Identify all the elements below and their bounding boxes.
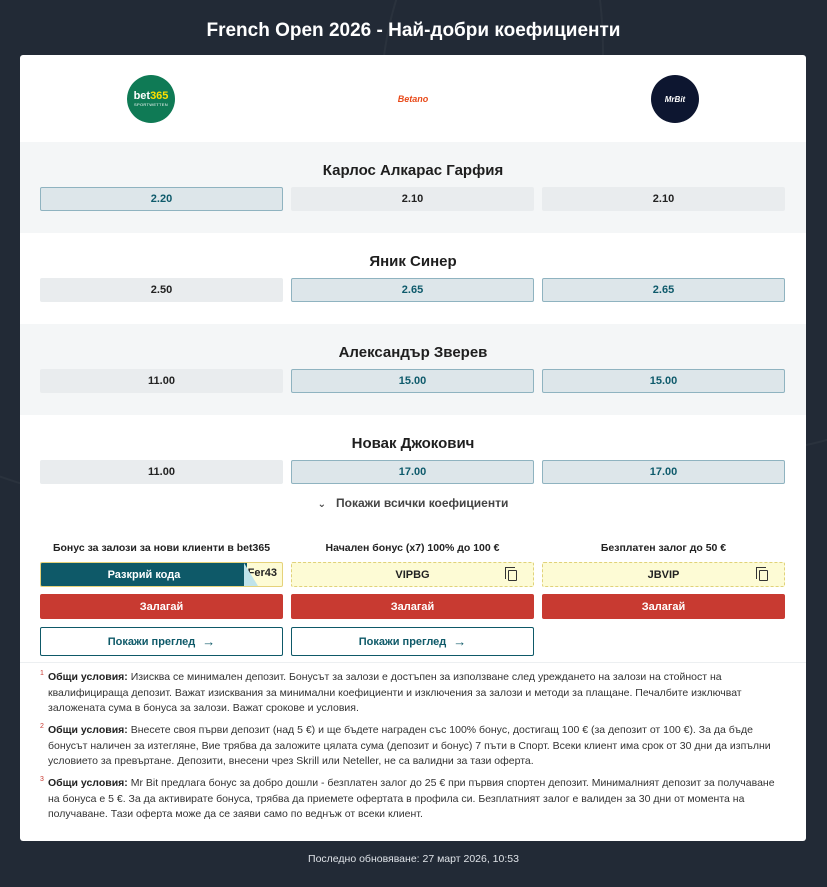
- odds-button[interactable]: 11.00: [40, 460, 283, 484]
- odds-button[interactable]: 15.00: [542, 369, 785, 393]
- player-name: Яник Синер: [369, 253, 457, 270]
- mrbit-logo[interactable]: MrBit: [651, 75, 699, 123]
- player-row: [20, 415, 806, 506]
- bookmaker-logos: [20, 55, 806, 142]
- page-title: French Open 2026 - Най-добри коефициенти: [206, 20, 621, 41]
- odds-button[interactable]: 2.10: [291, 187, 534, 211]
- terms-text: Изисква се минимален депозит. Бонусът за залози е достъпен за използване след уреждането на залози на стойност на квалифицираща депозит. Важат изисквания за минимални коефициенти и изключения за залози и методи за плащане. Печалбите изключват заложената сума в бонуса за залози. Важат срокове и условия.: [48, 671, 742, 715]
- reveal-code-button[interactable]: [40, 562, 283, 587]
- odds-button[interactable]: 17.00: [542, 460, 785, 484]
- terms-item: [40, 776, 778, 823]
- terms-number: 2: [40, 723, 44, 730]
- page-fold-corner: [244, 563, 258, 586]
- player-name: Карлос Алкарас Гарфия: [322, 162, 504, 179]
- player-name: Александър Зверев: [338, 344, 488, 361]
- odds-card: [20, 55, 806, 841]
- odds-button[interactable]: 15.00: [291, 369, 534, 393]
- bet-button[interactable]: Залагай: [542, 594, 785, 619]
- terms-label: Общи условия:: [48, 724, 128, 736]
- player-row: [20, 324, 806, 415]
- bet365-logo[interactable]: bet365 SPORTWETTEN: [127, 75, 175, 123]
- show-review-label: Покажи преглед: [107, 635, 196, 648]
- bonus-title: Бонус за залози за нови клиенти в bet365: [52, 542, 271, 554]
- odds-button[interactable]: 2.65: [291, 278, 534, 302]
- last-updated: Последно обновяване: 27 март 2026, 10:53: [308, 853, 519, 865]
- code-peek: Fer43: [247, 567, 277, 579]
- bet-button[interactable]: Залагай: [291, 594, 534, 619]
- odds-button[interactable]: 2.10: [542, 187, 785, 211]
- chevron-down-icon: ⌄: [317, 499, 327, 510]
- player-row: [20, 142, 806, 233]
- terms-section: [20, 662, 806, 821]
- player-row: [20, 233, 806, 324]
- odds-button[interactable]: 11.00: [40, 369, 283, 393]
- terms-text: Внесете своя първи депозит (над 5 €) и ще бъдете награден със 100% бонус, достигащ 100 € (за депозит от 100 €). За да бъде бонусът наличен за изтегляне, Вие трябва да заложите цялата сума (депозит и бонус) 7 пъти в Спорт. Всеки клиент има срок от 30 дни да изпълни условието за превъртане. Депозити, внесени чрез Skrill или Neteller, не са валидни за тази оферта.: [48, 724, 771, 768]
- copy-icon[interactable]: [505, 567, 519, 582]
- terms-number: 3: [40, 776, 44, 783]
- odds-button[interactable]: 2.50: [40, 278, 283, 302]
- show-review-button[interactable]: [40, 627, 283, 656]
- terms-label: Общи условия:: [48, 777, 128, 789]
- terms-label: Общи условия:: [48, 671, 128, 683]
- promo-code: VIPBG: [395, 568, 430, 581]
- player-name: Новак Джокович: [351, 435, 475, 452]
- terms-text: Mr Bit предлага бонус за добро дошли - безплатен залог до 25 € при първия спортен депозит. Минималният депозит за получаване на бонуса е 5 €. За да активирате бонуса, трябва да приемете офертата в профила си. Безплатният залог е валиден за 30 дни от момента на получаване. Тази оферта може да се заяви само по веднъж от всеки клиент.: [48, 777, 775, 821]
- terms-number: 1: [40, 670, 44, 677]
- bet-button[interactable]: Залагай: [40, 594, 283, 619]
- betano-logo[interactable]: Betano: [397, 94, 429, 104]
- odds-button[interactable]: 17.00: [291, 460, 534, 484]
- show-review-button[interactable]: [291, 627, 534, 656]
- promo-code-field[interactable]: [291, 562, 534, 587]
- promo-code: JBVIP: [647, 568, 680, 581]
- promo-code-field[interactable]: [542, 562, 785, 587]
- copy-icon[interactable]: [756, 567, 770, 582]
- reveal-code-label: Разкрий кода: [41, 563, 247, 586]
- show-all-odds-toggle[interactable]: [20, 496, 806, 510]
- bonus-title: Безплатен залог до 50 €: [600, 542, 727, 554]
- arrow-right-icon: →: [202, 634, 216, 649]
- arrow-right-icon: →: [453, 634, 467, 649]
- show-review-label: Покажи преглед: [358, 635, 447, 648]
- terms-item: [40, 723, 778, 770]
- odds-button[interactable]: 2.65: [542, 278, 785, 302]
- odds-button[interactable]: 2.20: [40, 187, 283, 211]
- show-all-label: Покажи всички коефициенти: [336, 496, 509, 510]
- terms-item: [40, 670, 778, 717]
- bonus-title: Начален бонус (x7) 100% до 100 €: [325, 542, 500, 554]
